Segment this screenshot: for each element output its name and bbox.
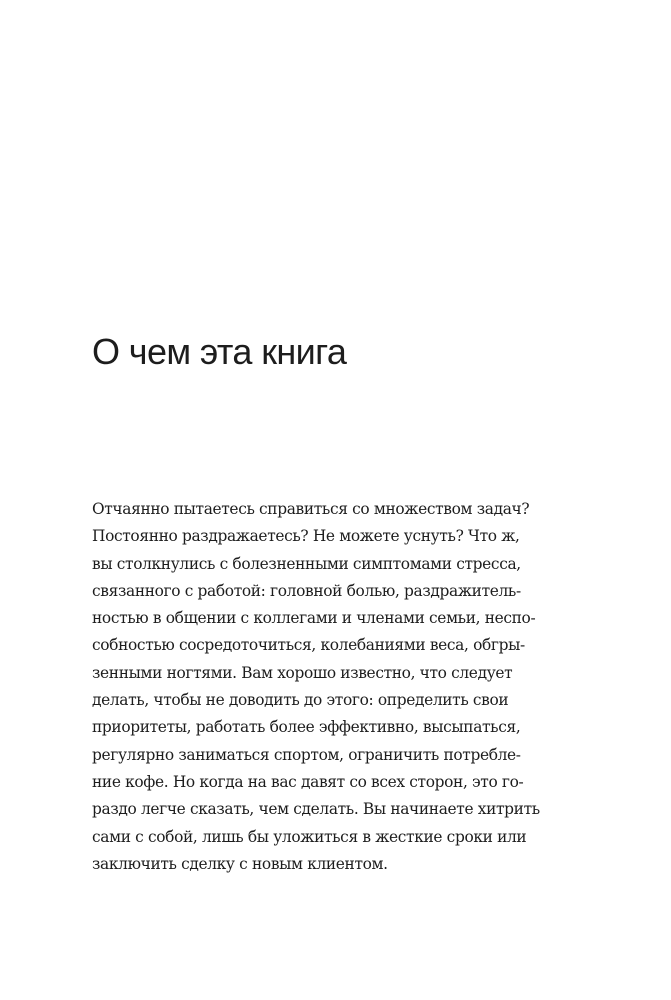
text-line: собностью сосредоточиться, колебаниями веса, обгры- (92, 636, 525, 655)
text-line: Отчаянно пытаетесь справиться со множеством задач? (92, 500, 530, 518)
text-line: приоритеты, работать более эффективно, высыпаться, (92, 718, 521, 737)
body-paragraph (92, 496, 592, 878)
text-line: делать, чтобы не доводить до этого: определить свои (92, 691, 509, 710)
text-line: ностью в общении с коллегами и членами семьи, неспо- (92, 609, 536, 628)
text-line: регулярно заниматься спортом, ограничить потребле- (92, 745, 521, 764)
text-line: связанного с работой: головной болью, раздражитель- (92, 581, 521, 600)
text-line: вы столкнулись с болезненными симптомами стресса, (92, 554, 521, 573)
text-line: Постоянно раздражаетесь? Не можете уснуть? Что ж, (92, 527, 520, 546)
text-line: сами с собой, лишь бы уложиться в жесткие сроки или (92, 827, 527, 846)
chapter-title: О чем эта книга (92, 331, 347, 372)
text-line: раздо легче сказать, чем сделать. Вы начинаете хитрить (92, 800, 540, 819)
text-line: зенными ногтями. Вам хорошо известно, что следует (92, 663, 513, 682)
text-line: заключить сделку с новым клиентом. (92, 854, 388, 873)
text-line: ние кофе. Но когда на вас давят со всех сторон, это го- (92, 772, 524, 791)
